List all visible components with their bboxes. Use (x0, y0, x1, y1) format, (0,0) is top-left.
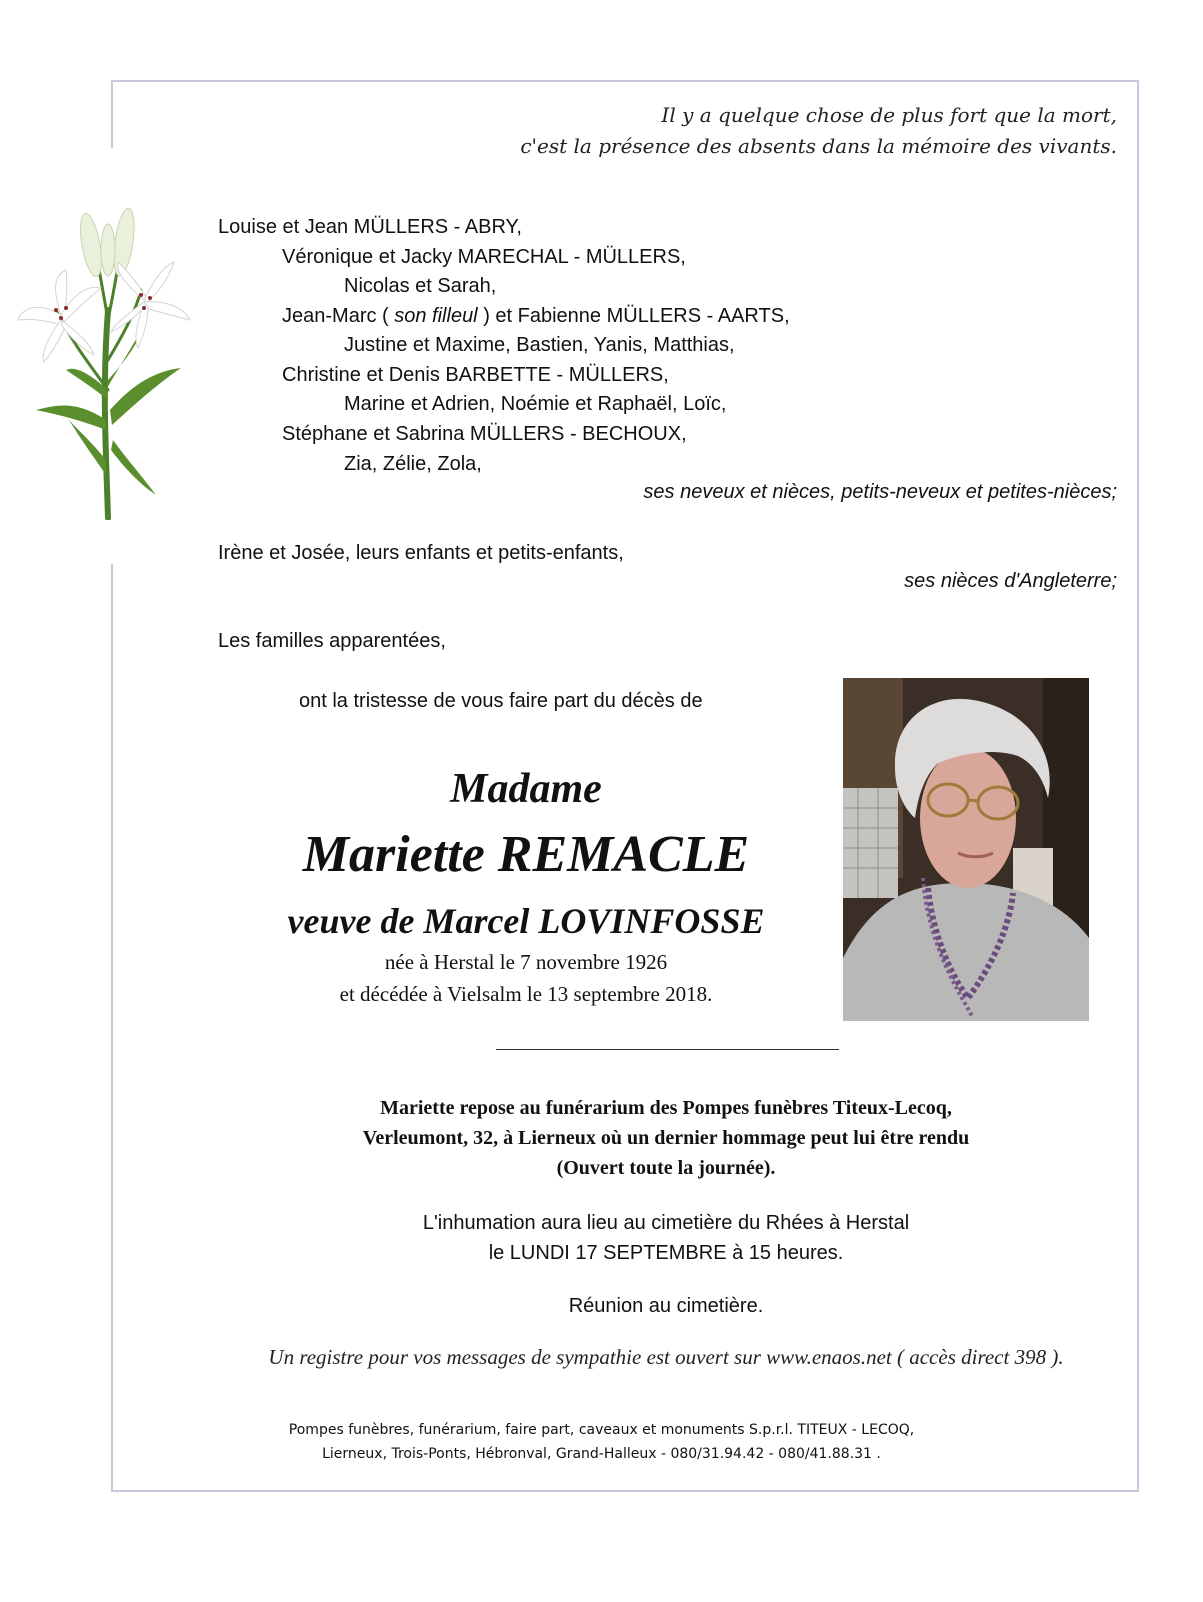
meeting-info: Réunion au cimetière. (568, 1295, 764, 1317)
deceased-name: Mariette REMACLE (302, 826, 750, 883)
family-line-4b: son filleul (394, 305, 478, 327)
family-line-4c: ) et Fabienne MÜLLERS - AARTS, (477, 305, 790, 327)
family-line-5: Justine et Maxime, Bastien, Yanis, Matthias, (344, 334, 735, 356)
footer-line-2: Lierneux, Trois-Ponts, Hébronval, Grand-Halleux - 080/31.94.42 - 080/41.88.31 . (322, 1446, 881, 1462)
death-info: et décédée à Vielsalm le 13 septembre 2018. (339, 982, 713, 1006)
quote-line-2: c'est la présence des absents dans la mémoire des vivants. (520, 134, 1117, 158)
family-line-10: ses neveux et nièces, petits-neveux et petites-nièces; (643, 481, 1117, 503)
family-line-1: Louise et Jean MÜLLERS - ABRY, (218, 216, 522, 238)
family-line-4 (282, 304, 790, 328)
quote-line-1: Il y a quelque chose de plus fort que la mort, (661, 103, 1117, 127)
family-line-12: ses nièces d'Angleterre; (904, 570, 1117, 592)
family-line-2: Véronique et Jacky MARECHAL - MÜLLERS, (282, 246, 686, 268)
family-line-4a: Jean-Marc ( (282, 305, 395, 327)
family-line-6: Christine et Denis BARBETTE - MÜLLERS, (282, 364, 669, 386)
deceased-title: Madame (450, 766, 602, 812)
burial-line-2: le LUNDI 17 SEPTEMBRE à 15 heures. (488, 1242, 844, 1264)
portrait-photo (843, 678, 1089, 1021)
family-line-7: Marine et Adrien, Noémie et Raphaël, Loïc, (344, 393, 727, 415)
footer-line-1: Pompes funèbres, funérarium, faire part, caveaux et monuments S.p.r.l. TITEUX - LECOQ, (288, 1422, 915, 1438)
condolence-register: Un registre pour vos messages de sympathie est ouvert sur www.enaos.net ( accès direct 398 ). (268, 1345, 1064, 1369)
family-line-3: Nicolas et Sarah, (344, 275, 497, 297)
family-line-8: Stéphane et Sabrina MÜLLERS - BECHOUX, (282, 423, 687, 445)
epitaph-quote (520, 100, 1117, 162)
rest-line-1: Mariette repose au funérarium des Pompes funèbres Titeux-Lecoq, (380, 1097, 952, 1119)
rest-line-2: Verleumont, 32, à Lierneux où un dernier hommage peut lui être rendu (362, 1127, 970, 1149)
family-line-11: Irène et Josée, leurs enfants et petits-enfants, (218, 542, 624, 564)
birth-info: née à Herstal le 7 novembre 1926 (384, 950, 668, 974)
burial-line-1: L'inhumation aura lieu au cimetière du Rhées à Herstal (422, 1212, 910, 1234)
announcement-text: ont la tristesse de vous faire part du décès de (299, 690, 703, 712)
lily-flower-image (16, 190, 192, 520)
rest-line-3: (Ouvert toute la journée). (556, 1157, 776, 1179)
family-line-13: Les familles apparentées, (218, 630, 446, 652)
deceased-widow-of: veuve de Marcel LOVINFOSSE (287, 901, 765, 941)
section-divider (496, 1049, 839, 1050)
family-line-9: Zia, Zélie, Zola, (344, 453, 482, 475)
